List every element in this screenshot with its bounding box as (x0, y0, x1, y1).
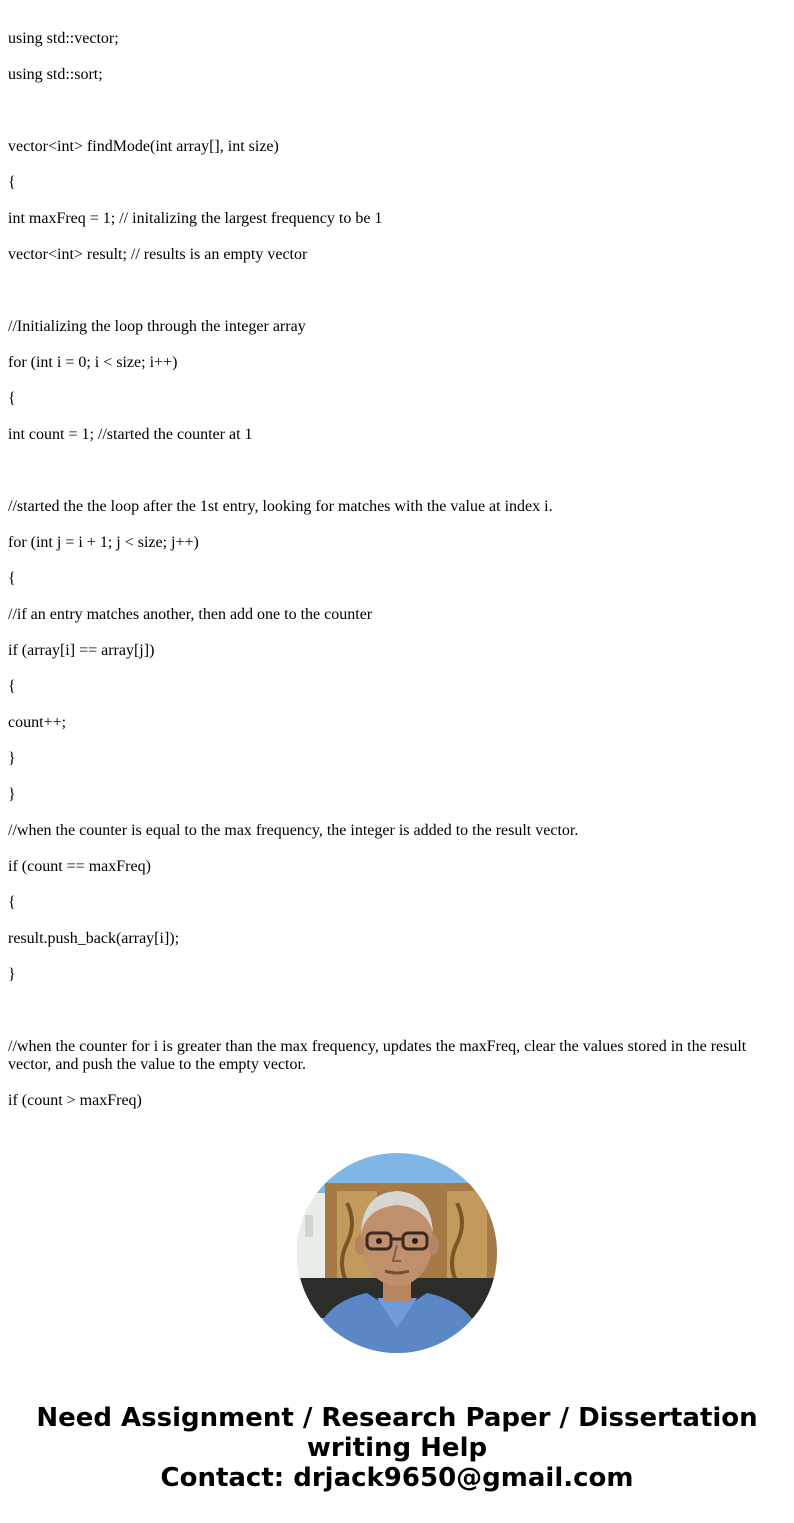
banner-line-1: Need Assignment / Research Paper / Dissertation (36, 1403, 758, 1433)
code-line: //when the counter for i is greater than the max frequency, updates the maxFreq, clear the values stored in the result vector, and push the value to the empty vector. (8, 1038, 751, 1073)
code-line: //when the counter is equal to the max frequency, the integer is added to the result vector. (8, 822, 579, 839)
code-line: count++; (8, 714, 67, 731)
code-line: if (count > maxFreq) (8, 1092, 142, 1109)
code-line: for (int j = i + 1; j < size; j++) (8, 534, 199, 551)
code-line: if (array[i] == array[j]) (8, 642, 155, 659)
code-line: int count = 1; //started the counter at 1 (8, 426, 253, 443)
code-line: { (8, 678, 16, 695)
code-line: { (8, 174, 16, 191)
code-line: if (count == maxFreq) (8, 858, 151, 875)
contact-banner (0, 1403, 794, 1493)
code-line: using std::sort; (8, 66, 103, 83)
code-line: vector<int> result; // results is an empty vector (8, 246, 308, 263)
code-line: vector<int> findMode(int array[], int size) (8, 138, 279, 155)
code-line: } (8, 966, 16, 983)
author-portrait-illustration (297, 1153, 497, 1353)
code-line: //Initializing the loop through the integer array (8, 318, 306, 335)
code-line: int maxFreq = 1; // initalizing the largest frequency to be 1 (8, 210, 383, 227)
banner-contact-email: Contact: drjack9650@gmail.com (160, 1463, 634, 1493)
author-avatar (297, 1153, 497, 1353)
code-line: using std::vector; (8, 30, 119, 47)
code-line: //started the the loop after the 1st entry, looking for matches with the value at index i. (8, 498, 553, 515)
banner-line-2: writing Help (306, 1433, 488, 1463)
code-line: { (8, 894, 16, 911)
code-line: } (8, 750, 16, 767)
code-line: result.push_back(array[i]); (8, 930, 180, 947)
code-line: } (8, 786, 16, 803)
code-line: //if an entry matches another, then add one to the counter (8, 606, 373, 623)
code-line: for (int i = 0; i < size; i++) (8, 354, 178, 371)
code-line: { (8, 570, 16, 587)
code-line: { (8, 390, 16, 407)
